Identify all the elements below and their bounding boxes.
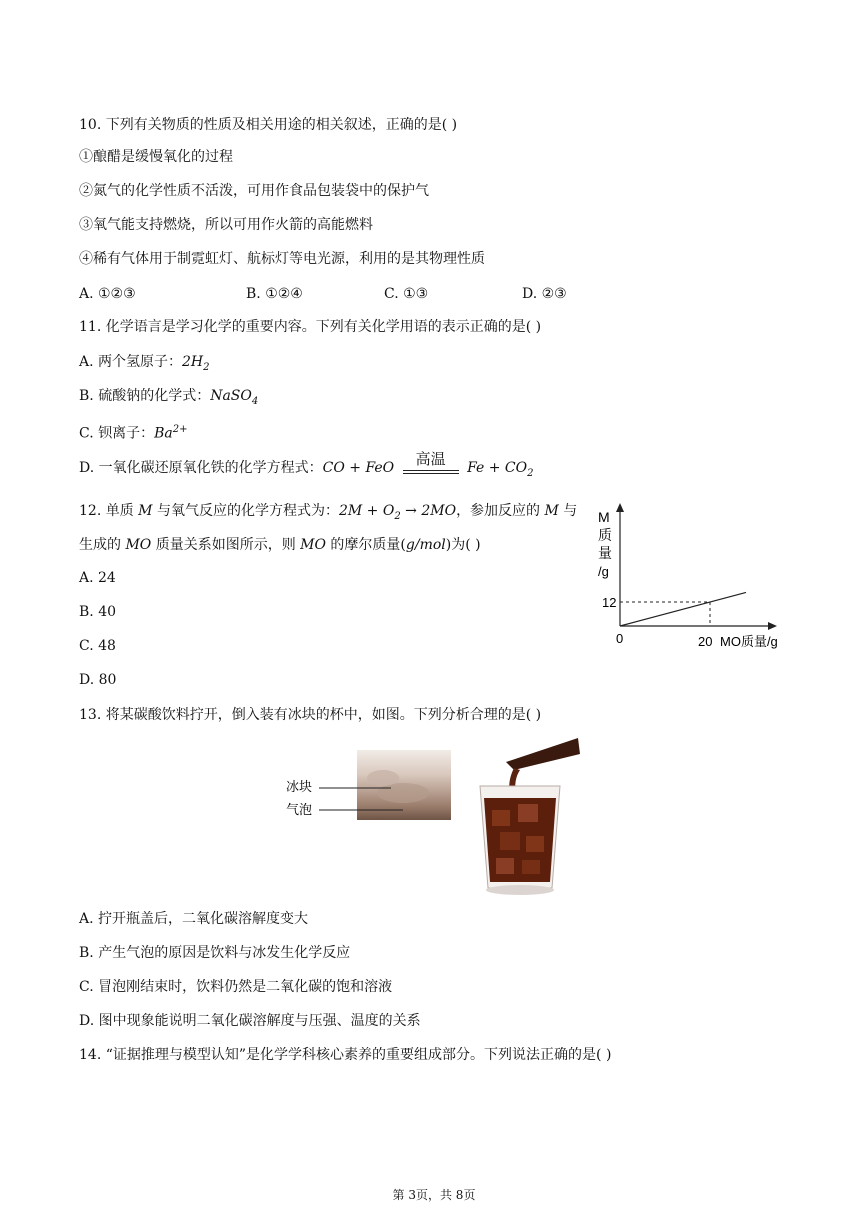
- q12-option-c: C. 48: [79, 638, 116, 654]
- q12-text-3: ，参加反应的: [456, 503, 545, 519]
- q10-option-b: B. ①②④: [246, 286, 303, 302]
- q11-c-sup: 2+: [172, 424, 188, 435]
- q12-text-5: 生成的: [79, 537, 126, 553]
- q12-option-a: A. 24: [79, 570, 116, 586]
- q11-option-d: [79, 450, 534, 484]
- cola-glass-image: [470, 732, 582, 898]
- q10-item-2: ②氮气的化学性质不活泼，可用作食品包装袋中的保护气: [79, 183, 429, 199]
- label-bubble: 气泡: [286, 803, 313, 818]
- q11-d-condition: 高温: [415, 450, 446, 468]
- q12-text-4: 与: [558, 503, 578, 519]
- y-axis-arrow: [616, 503, 624, 512]
- q12-text-8: )为( ): [445, 537, 481, 553]
- x-axis-arrow: [768, 622, 777, 630]
- q12-equation: 2M + O: [338, 503, 395, 519]
- q12-unit: g/mol: [405, 537, 446, 553]
- q13-stem: 13. 将某碳酸饮料拧开，倒入装有冰块的杯中，如图。下列分析合理的是( ): [79, 707, 542, 723]
- q11-d-right: Fe + CO: [467, 460, 528, 476]
- q10-option-c: C. ①③: [384, 286, 429, 302]
- label-ice: 冰块: [286, 780, 313, 795]
- q12-text-6: 质量关系如图所示，则: [151, 537, 301, 553]
- q12-equation-2: → 2MO: [400, 503, 457, 519]
- q12-var-m2: M: [544, 503, 559, 519]
- q10-item-4: ④稀有气体用于制霓虹灯、航标灯等电光源，利用的是其物理性质: [79, 251, 485, 267]
- x-axis-label: MO质量/g: [720, 634, 778, 649]
- data-line: [620, 592, 746, 626]
- q11-d-text: D. 一氧化碳还原氧化铁的化学方程式：: [79, 460, 323, 476]
- y-label-unit: /g: [598, 564, 609, 579]
- q12-text-1: 12. 单质: [79, 503, 139, 519]
- q11-b-formula: NaSO: [210, 388, 252, 404]
- q13-option-b: B. 产生气泡的原因是饮料与冰发生化学反应: [79, 945, 351, 961]
- q11-d-left: CO + FeO: [322, 460, 395, 476]
- q11-option-c: [79, 420, 188, 444]
- q12-stem-line1: [79, 501, 577, 527]
- y-tick-label: 12: [602, 595, 617, 610]
- q10-option-a: A. ①②③: [79, 286, 136, 302]
- q11-a-sub: 2: [203, 361, 210, 373]
- page-footer: 第 3页，共 8页: [392, 1188, 476, 1202]
- q12-var-m: M: [138, 503, 153, 519]
- ice-bubble-closeup-image: [283, 748, 453, 822]
- x-tick-label: 20: [698, 634, 713, 649]
- q12-equation-sub: 2: [394, 510, 401, 522]
- q13-option-c: C. 冒泡刚结束时，饮料仍然是二氧化碳的饱和溶液: [79, 979, 393, 995]
- y-label-m: M: [598, 509, 610, 525]
- q13-option-d: D. 图中现象能说明二氧化碳溶解度与压强、温度的关系: [79, 1013, 421, 1029]
- q11-d-arrow: [403, 450, 459, 478]
- q11-d-sub: 2: [527, 467, 534, 479]
- q12-option-d: D. 80: [79, 672, 117, 688]
- q10-item-1: ①酿醋是缓慢氧化的过程: [79, 149, 233, 165]
- q11-c-text: C. 钡离子：: [79, 425, 155, 442]
- q11-b-text: B. 硫酸钠的化学式：: [79, 388, 211, 404]
- q11-option-a: [79, 352, 210, 378]
- q12-var-mo: MO: [125, 537, 152, 553]
- q11-b-sub: 4: [251, 395, 259, 407]
- q10-stem: 10. 下列有关物质的性质及相关用途的相关叙述，正确的是( ): [79, 117, 458, 133]
- q10-option-d: D. ②③: [522, 286, 567, 302]
- q12-graph: [588, 500, 798, 660]
- q12-text-7: 的摩尔质量(: [325, 537, 406, 553]
- q11-c-formula: Ba: [154, 425, 173, 442]
- q12-stem-line2: [79, 535, 481, 555]
- q13-option-a: A. 拧开瓶盖后，二氧化碳溶解度变大: [79, 911, 309, 927]
- q12-text-2: 与氧气反应的化学方程式为：: [152, 503, 339, 519]
- origin-label: 0: [616, 631, 624, 646]
- q12-option-b: B. 40: [79, 604, 117, 620]
- y-label-2: 量: [598, 545, 612, 561]
- q14-stem: 14. “证据推理与模型认知”是化学学科核心素养的重要组成部分。下列说法正确的是( ): [79, 1047, 612, 1063]
- q10-item-3: ③氧气能支持燃烧，所以可用作火箭的高能燃料: [79, 217, 373, 233]
- y-label-1: 质: [598, 527, 612, 543]
- q11-option-b: [79, 386, 258, 412]
- q11-stem: 11. 化学语言是学习化学的重要内容。下列有关化学用语的表示正确的是( ): [79, 319, 542, 335]
- q11-a-formula: 2H: [182, 354, 204, 370]
- q11-a-text: A. 两个氢原子：: [79, 354, 183, 370]
- q12-var-mo2: MO: [300, 537, 326, 553]
